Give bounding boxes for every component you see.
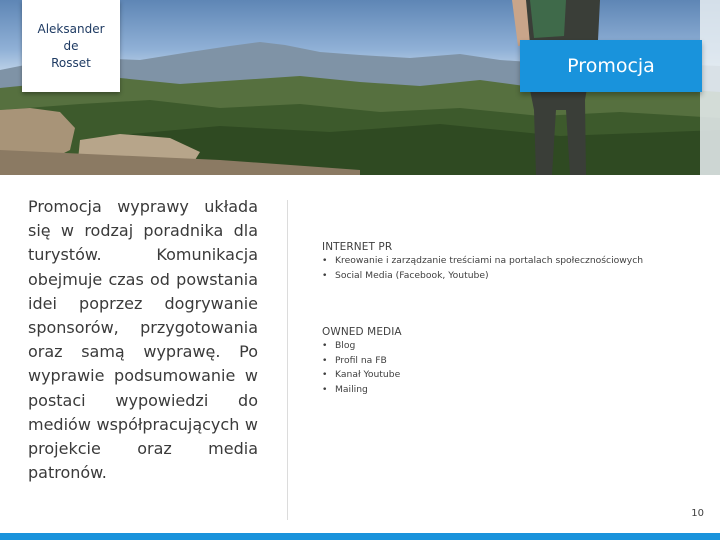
list-item: • Profil na FB bbox=[322, 354, 712, 369]
page-title: Promocja bbox=[567, 55, 655, 77]
section-title: OWNED MEDIA bbox=[322, 326, 402, 338]
body-paragraph: Promocja wyprawy układa się w rodzaj poradnika dla turystów. Komunikacja obejmuje czas od powstania idei poprzez dogrywanie sponsorów, przygotowania oraz samą wyprawę. Po wyprawie podsumowanie w postaci wypowiedzi do mediów współpracujących w projekcie oraz media patronów. bbox=[28, 197, 258, 483]
list-item: • Blog bbox=[322, 339, 712, 354]
page-number: 10 bbox=[691, 508, 704, 519]
list-item: • Social Media (Facebook, Youtube) bbox=[322, 269, 712, 284]
logo-box bbox=[22, 0, 120, 92]
title-box bbox=[520, 40, 702, 92]
section-title: INTERNET PR bbox=[322, 241, 393, 253]
bullet-list bbox=[322, 339, 712, 397]
bottom-accent-bar bbox=[0, 533, 720, 540]
vertical-divider bbox=[287, 200, 288, 520]
section-owned-media bbox=[322, 325, 712, 397]
list-item: • Kreowanie i zarządzanie treściami na portalach społecznościowych bbox=[322, 254, 712, 269]
section-internet-pr bbox=[322, 240, 712, 283]
bullet-list bbox=[322, 254, 712, 283]
list-item: • Kanał Youtube bbox=[322, 368, 712, 383]
logo-text: Aleksander de Rosset bbox=[37, 21, 105, 70]
list-item: • Mailing bbox=[322, 383, 712, 398]
